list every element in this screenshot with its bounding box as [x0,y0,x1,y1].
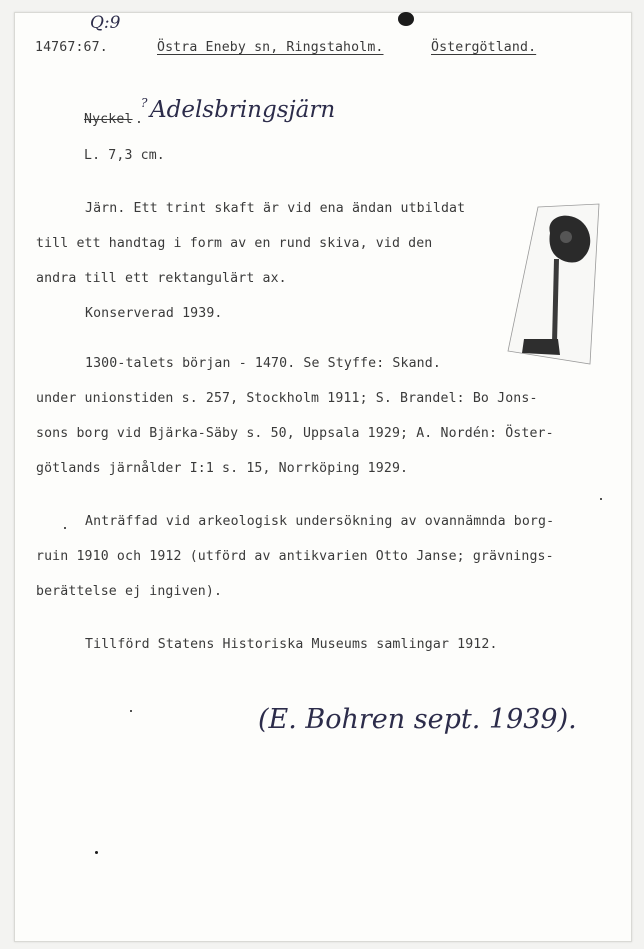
ink-speck [130,710,132,712]
question-mark: ? [141,96,148,110]
ink-speck [64,527,66,529]
ink-speck [95,851,98,854]
dating-line-4: götlands järnålder I:1 s. 15, Norrköping 1929. [36,461,409,476]
key-bit [522,339,560,355]
description-line-1: Järn. Ett trint skaft är vid ena ändan utbildat [85,201,466,216]
description-line-2: till ett handtag i form av en rund skiva, vid den [36,236,433,251]
find-line-2: ruin 1910 och 1912 (utförd av antikvarien Otto Janse; grävnings- [36,549,554,564]
find-location: Östra Eneby sn, Ringstaholm. [157,40,384,55]
dating-line-1: 1300-talets början - 1470. Se Styffe: Skand. [85,356,441,371]
find-line-1: Anträffad vid arkeologisk undersökning av ovannämnda borg- [85,514,555,529]
object-length: L. 7,3 cm. [84,148,165,163]
dating-line-2: under unionstiden s. 257, Stockholm 1911; S. Brandel: Bo Jons- [36,391,538,406]
object-photo [506,203,602,367]
description-line-3: andra till ett rektangulärt ax. [36,271,287,286]
object-type-handwritten: Adelsbringsjärn [150,97,336,123]
acquisition-note: Tillförd Statens Historiska Museums samlingar 1912. [85,637,498,652]
find-line-3: berättelse ej ingiven). [36,584,223,599]
object-type-suffix: . [135,112,144,127]
catalog-number: 14767:67. [35,40,108,55]
ink-blot [398,12,414,26]
object-type-struck: Nyckel [84,112,133,127]
find-region: Östergötland. [431,40,537,55]
dating-line-3: sons borg vid Bjärka-Säby s. 50, Uppsala 1929; A. Nordén: Öster- [36,426,554,441]
ink-speck [600,498,602,500]
signature: (E. Bohren sept. 1939). [258,704,577,735]
conserved-note: Konserverad 1939. [85,306,223,321]
handwritten-code: Q:9 [90,13,121,33]
